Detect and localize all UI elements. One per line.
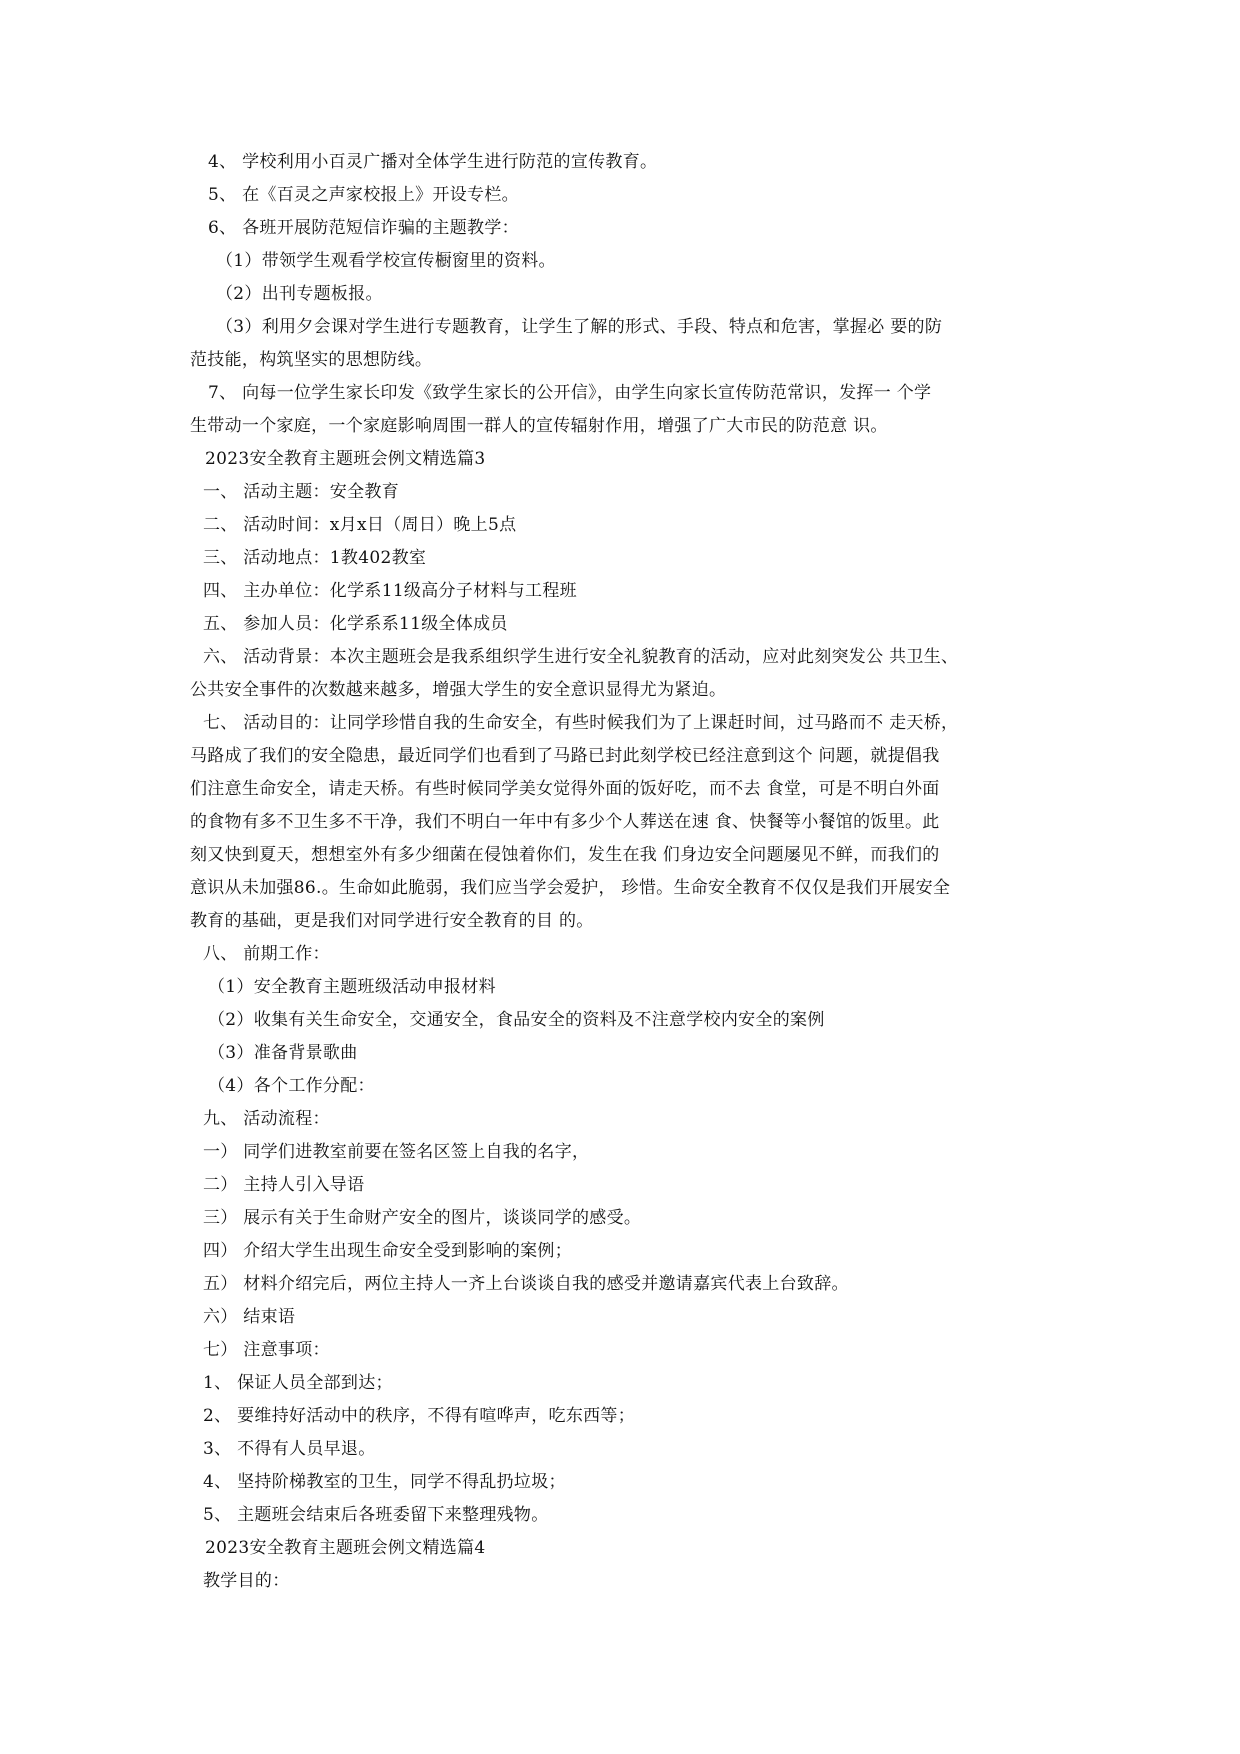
section-heading: 2023安全教育主题班会例文精选篇4 (205, 1538, 486, 1558)
text-line: 意识从未加强86.。生命如此脆弱，我们应当学会爱护， 珍惜。生命安全教育不仅仅是我们开展安全 (190, 878, 951, 898)
text-line: 六） 结束语 (203, 1307, 296, 1327)
text-line: 5、 主题班会结束后各班委留下来整理残物。 (203, 1505, 549, 1525)
text-line: 1、 保证人员全部到达； (203, 1373, 393, 1393)
text-line: 二、 活动时间：x月x日（周日）晚上5点 (203, 515, 517, 535)
text-line: 6、 各班开展防范短信诈骗的主题教学： (208, 218, 519, 238)
text-line: （1）带领学生观看学校宣传橱窗里的资料。 (216, 251, 556, 271)
text-line: （2）出刊专题板报。 (216, 284, 383, 304)
text-line: 九、 活动流程： (203, 1109, 330, 1129)
text-line: （4）各个工作分配： (208, 1076, 375, 1096)
text-line: （3）利用夕会课对学生进行专题教育，让学生了解的形式、手段、特点和危害，掌握必 要的防 (216, 317, 943, 337)
text-line: 公共安全事件的次数越来越多，增强大学生的安全意识显得尤为紧迫。 (190, 680, 727, 700)
text-line: 八、 前期工作： (203, 944, 330, 964)
text-line: 一、 活动主题：安全教育 (203, 482, 400, 502)
text-line: 4、 学校利用小百灵广播对全体学生进行防范的宣传教育。 (208, 152, 658, 172)
text-line: 四） 介绍大学生出现生命安全受到影响的案例； (203, 1241, 573, 1261)
text-line: 四、 主办单位：化学系11级高分子材料与工程班 (203, 581, 577, 601)
text-line: （2）收集有关生命安全，交通安全，食品安全的资料及不注意学校内安全的案例 (208, 1010, 825, 1030)
text-line: 的食物有多不卫生多不干净，我们不明白一年中有多少个人葬送在速 食、快餐等小餐馆的饭里。此 (190, 812, 940, 832)
text-line: 马路成了我们的安全隐患，最近同学们也看到了马路已封此刻学校已经注意到这个 问题，就提倡我 (190, 746, 940, 766)
text-line: 二） 主持人引入导语 (203, 1175, 365, 1195)
text-line: 生带动一个家庭，一个家庭影响周围一群人的宣传辐射作用，增强了广大市民的防范意 识。 (190, 416, 888, 436)
text-line: （1）安全教育主题班级活动申报材料 (208, 977, 496, 997)
text-line: 3、 不得有人员早退。 (203, 1439, 376, 1459)
text-line: （3）准备背景歌曲 (208, 1043, 358, 1063)
text-line: 三） 展示有关于生命财产安全的图片，谈谈同学的感受。 (203, 1208, 642, 1228)
text-line: 5、 在《百灵之声家校报上》开设专栏。 (208, 185, 519, 205)
text-line: 刻又快到夏天，想想室外有多少细菌在侵蚀着你们，发生在我 们身边安全问题屡见不鲜，而我们的 (190, 845, 940, 865)
text-line: 三、 活动地点：1教402教室 (203, 548, 427, 568)
text-line: 教学目的： (203, 1571, 290, 1591)
text-line: 范技能，构筑坚实的思想防线。 (190, 350, 433, 370)
text-line: 们注意生命安全，请走天桥。有些时候同学美女觉得外面的饭好吃，而不去 食堂，可是不明白外面 (190, 779, 940, 799)
text-line: 7、 向每一位学生家长印发《致学生家长的公开信》，由学生向家长宣传防范常识，发挥一 个学 (208, 383, 932, 403)
text-line: 2、 要维持好活动中的秩序，不得有喧哗声，吃东西等； (203, 1406, 636, 1426)
text-line: 五） 材料介绍完后，两位主持人一齐上台谈谈自我的感受并邀请嘉宾代表上台致辞。 (203, 1274, 849, 1294)
text-line: 七） 注意事项： (203, 1340, 330, 1360)
text-line: 一） 同学们进教室前要在签名区签上自我的名字， (203, 1142, 590, 1162)
text-line: 教育的基础，更是我们对同学进行安全教育的目 的。 (190, 911, 594, 931)
text-line: 六、 活动背景：本次主题班会是我系组织学生进行安全礼貌教育的活动，应对此刻突发公 共卫生、 (203, 647, 959, 667)
section-heading: 2023安全教育主题班会例文精选篇3 (205, 449, 486, 469)
text-line: 七、 活动目的：让同学珍惜自我的生命安全，有些时候我们为了上课赶时间，过马路而不 走天桥， (203, 713, 959, 733)
text-line: 五、 参加人员：化学系系11级全体成员 (203, 614, 508, 634)
text-line: 4、 坚持阶梯教室的卫生，同学不得乱扔垃圾； (203, 1472, 566, 1492)
